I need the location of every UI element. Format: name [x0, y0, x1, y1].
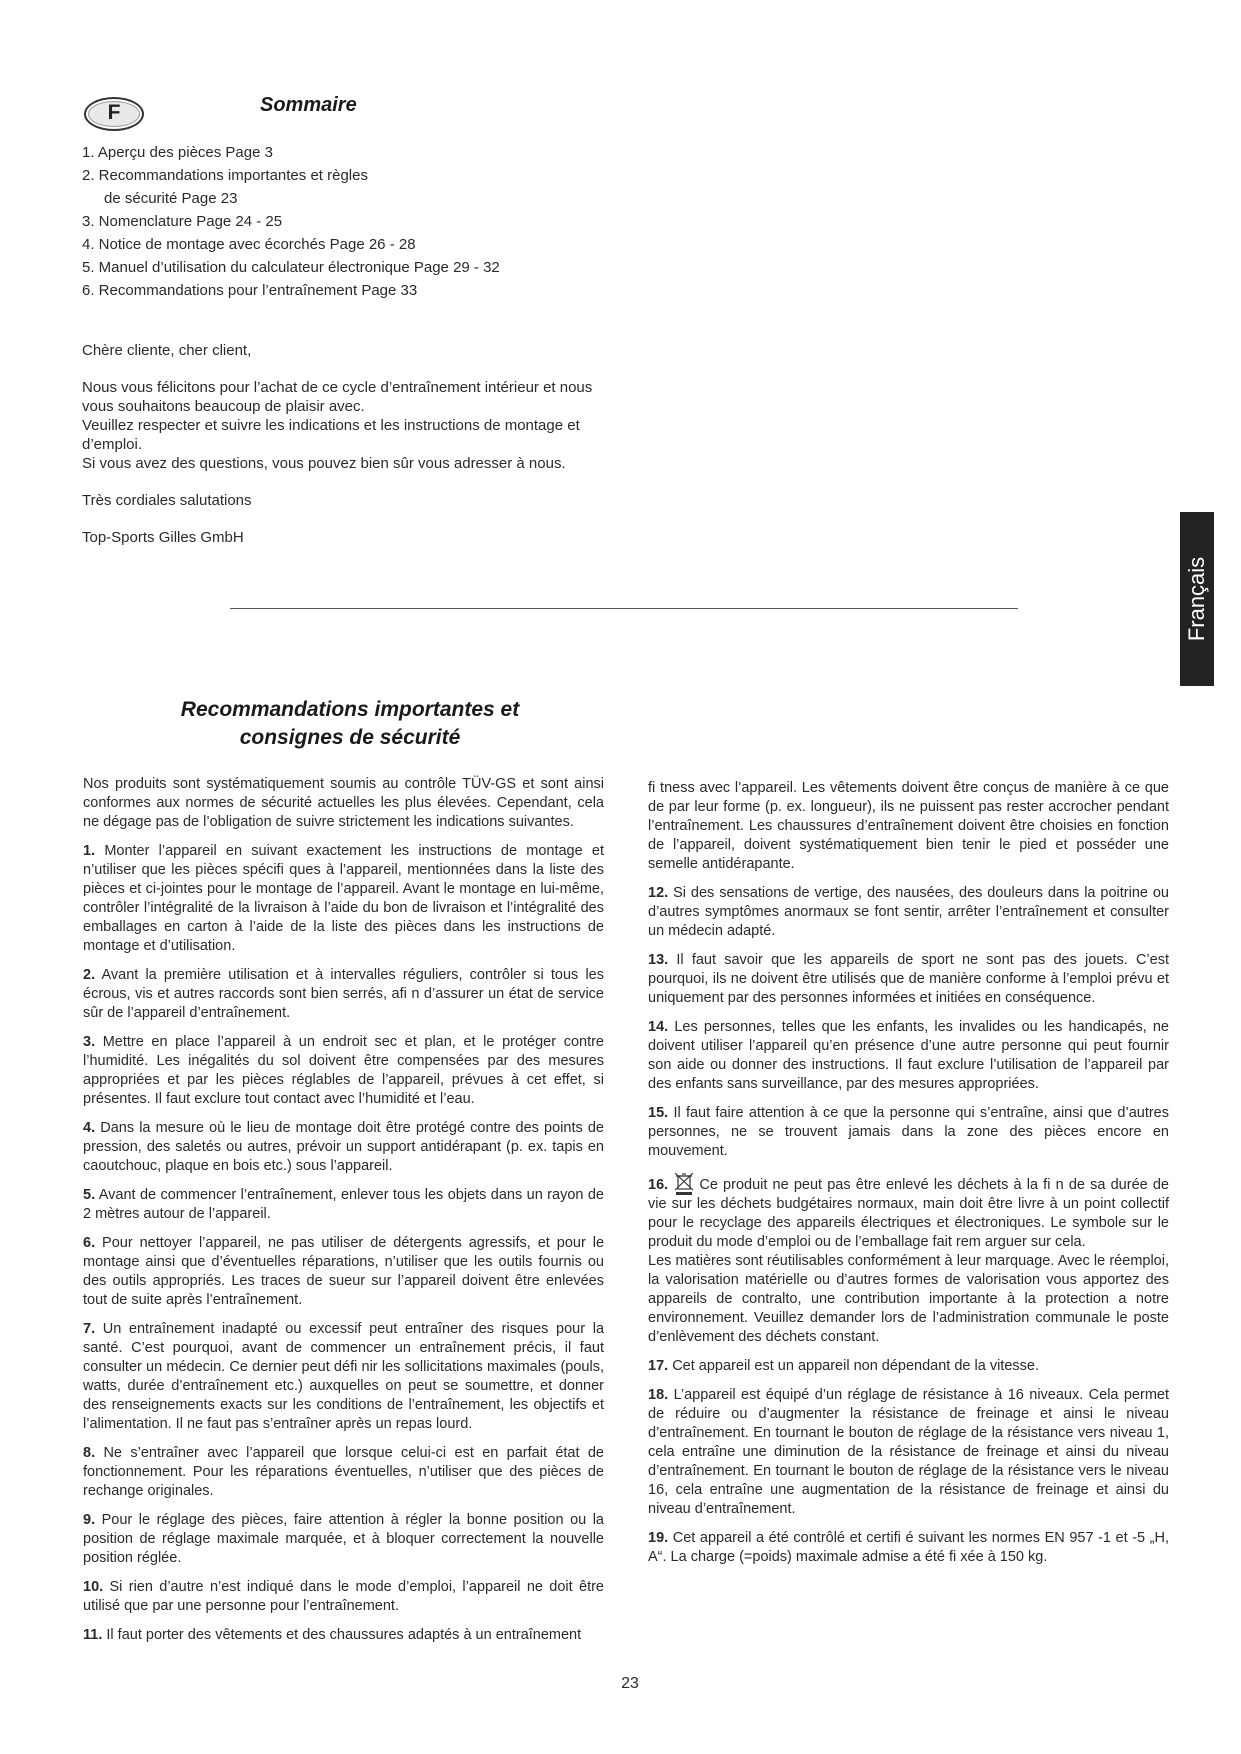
safety-title-line: Recommandations importantes et	[180, 698, 520, 721]
item-number: 19.	[648, 1530, 669, 1546]
safety-item	[648, 1357, 1169, 1376]
item-text: Pour le réglage des pièces, faire attention à régler la bonne position ou la position de réglage maximale marquée, et à bloquer correctement la nouvelle position réglée.	[83, 1512, 604, 1566]
item-text: Monter l’appareil en suivant exactement les instructions de montage et n’utiliser que les pièces spécifi ques à l’appareil, mentionnées dans la liste des pièces et ci-jointes pour le montage de l’appareil. Avant le montage en lui-même, contrôler l’intégralité de la livraison à l’aide du bon de livraison et l’intégralité des emballages en carton à l’aide de la liste des pièces dans les instructions de montage et d’utilisation.	[83, 843, 604, 954]
item-text: Les personnes, telles que les enfants, les invalides ou les handicapés, ne doivent utiliser l’appareil qu’en présence d’une autre personne qui peut fournir son aide ou donner des instructions. Il faut exclure l’utilisation de l’appareil par des enfants sans surveillance, par des mesures appropriées.	[648, 1019, 1169, 1092]
item-text: Cet appareil a été contrôlé et certifi é suivant les normes EN 957 -1 et -5 „H, A“. La charge (=poids) maximale admise a été fi xée à 150 kg.	[648, 1530, 1170, 1565]
item-paragraph: Les matières sont réutilisables conformément à leur marquage. Avec le réemploi, la valorisation matérielle ou d’autres formes de valorisation vous apportez des appareils de contralto, une contribution importante à la protection a notre environnement. Veuillez demander lors de l’administration communale le poste d’enlèvement des déchets constant.	[648, 1253, 1169, 1345]
item-text: Si rien d’autre n’est indiqué dans le mode d’emploi, l’appareil ne doit être utilisé que par une personne pour l’entraînement.	[83, 1579, 604, 1614]
customer-letter	[82, 341, 612, 565]
crossed-bin-icon	[673, 1171, 695, 1195]
safety-item	[83, 1186, 604, 1224]
left-column	[83, 775, 604, 1655]
safety-item	[83, 1626, 604, 1645]
item-number: 2.	[83, 967, 96, 983]
item-number: 13.	[648, 952, 669, 968]
item-number: 16.	[648, 1177, 669, 1193]
item-text: Si des sensations de vertige, des nausées, des douleurs dans la poitrine ou d’autres symptômes anormaux se font sentir, arrêter l’entraînement et consulter un médecin adapté.	[648, 885, 1169, 939]
item-number: 8.	[83, 1445, 96, 1461]
toc-item: 3. Nomenclature Page 24 - 25	[82, 213, 283, 230]
toc-item: 5. Manuel d’utilisation du calculateur électronique Page 29 - 32	[82, 259, 500, 276]
item-text: Il faut porter des vêtements et des chaussures adaptés à un entraînement	[106, 1627, 582, 1643]
item-text: L’appareil est équipé d’un réglage de résistance à 16 niveaux. Cela permet de réduire ou d’augmenter la résistance de freinage et ainsi le niveau d’entraînement. En tournant le bouton de réglage de la résistance vers niveau 1, cela entraîne une diminution de la résistance de freinage et ainsi du niveau d’entraînement. En tournant le bouton de réglage de la résistance vers le niveau 16, cela entraîne une augmentation de la résistance de freinage et ainsi du niveau d’entraînement.	[648, 1387, 1169, 1517]
safety-item	[648, 1104, 1169, 1161]
letter-closing: Très cordiales salutations	[82, 492, 252, 509]
item-number: 3.	[83, 1034, 96, 1050]
language-side-tab-label: Français	[1184, 556, 1209, 642]
item-number: 12.	[648, 885, 669, 901]
toc-item: 1. Aperçu des pièces Page 3	[82, 144, 273, 161]
safety-item	[83, 1578, 604, 1616]
item-continuation: fi tness avec l’appareil. Les vêtements doivent être conçus de manière à ce que de par leur forme (p. ex. longueur), ils ne puissent pas rester accrocher pendant l’entraînement. Les chaussures d’entraînement doivent être choisies en fonction de l’appareil, doivent systématiquement bien tenir le pied et posséder une semelle antidérapante.	[648, 780, 1169, 872]
letter-paragraph: Veuillez respecter et suivre les indications et les instructions de montage et d’emploi.	[82, 417, 580, 453]
safety-item	[83, 1320, 604, 1434]
item-number: 7.	[83, 1321, 96, 1337]
toc-item: 4. Notice de montage avec écorchés Page 26 - 28	[82, 236, 416, 253]
language-badge	[84, 97, 144, 131]
item-text: Avant la première utilisation et à intervalles réguliers, contrôler si tous les écrous, vis et autres raccords sont bien serrés, afi n d’assurer un état de service sûr de l’appareil d’entraînement.	[83, 967, 604, 1021]
safety-item	[83, 1511, 604, 1568]
table-of-contents	[82, 141, 682, 302]
toc-item: 6. Recommandations pour l’entraînement Page 33	[82, 282, 418, 299]
letter-paragraph: Si vous avez des questions, vous pouvez bien sûr vous adresser à nous.	[82, 455, 566, 472]
item-number: 6.	[83, 1235, 96, 1251]
item-text: Il faut savoir que les appareils de sport ne sont pas des jouets. C’est pourquoi, ils ne doivent être utilisés que de manière conforme à l’emploi prévu et uniquement par des personnes informées et initiées en conséquence.	[648, 952, 1169, 1006]
safety-item	[648, 1529, 1169, 1567]
section-divider	[230, 608, 1018, 609]
safety-item	[648, 884, 1169, 941]
item-text: Pour nettoyer l’appareil, ne pas utiliser de détergents agressifs, et pour le montage ainsi que d’éventuelles réparations, n’utiliser que les outils fournis ou des outils appropriés. Les traces de sueur sur l’appareil doivent être enlevées tout de suite après l’entraînement.	[83, 1235, 605, 1308]
summary-title: Sommaire	[260, 94, 357, 116]
safety-item	[648, 951, 1169, 1008]
safety-item	[648, 1386, 1169, 1519]
item-number: 15.	[648, 1105, 669, 1121]
language-badge-letter: F	[107, 101, 121, 124]
safety-title	[150, 696, 550, 752]
item-number: 4.	[83, 1120, 96, 1136]
safety-intro: Nos produits sont systématiquement soumis au contrôle TÜV-GS et sont ainsi conformes aux normes de sécurité actuelles les plus élevées. Cependant, cela ne dégage pas de l’obligation de suivre strictement les indications suivantes.	[83, 776, 604, 830]
safety-item	[83, 966, 604, 1023]
item-text: Cet appareil est un appareil non dépendant de la vitesse.	[672, 1358, 1039, 1374]
item-text: Un entraînement inadapté ou excessif peut entraîner des risques pour la santé. C’est pourquoi, avant de commencer un entraînement précis, il faut consulter un médecin. Ce dernier peut défi nir les sollicitations maximales (pouls, watts, durée d’entraînement etc.) auxquelles on peut se soumettre, et donner des renseignements exacts sur les conditions de l’entraînement, les objectifs et l’alimentation. Il ne faut pas s’entraîner après un repas lourd.	[83, 1321, 605, 1432]
toc-item: de sécurité Page 23	[104, 190, 238, 207]
item-number: 14.	[648, 1019, 669, 1035]
safety-item	[648, 1171, 1169, 1252]
item-number: 11.	[83, 1627, 103, 1643]
item-text: Mettre en place l’appareil à un endroit sec et plan, et le protéger contre l’humidité. Les inégalités du sol doivent être compensées par des mesures appropriées et par les pièces réglables de l’appareil, prévues à cet effet, si présentes. Il faut exclure tout contact avec l’humidité et l’eau.	[83, 1034, 604, 1107]
letter-greeting: Chère cliente, cher client,	[82, 342, 252, 359]
safety-item	[83, 842, 604, 956]
toc-item: 2. Recommandations importantes et règles	[82, 167, 368, 184]
item-number: 1.	[83, 843, 96, 859]
item-text: Dans la mesure où le lieu de montage doit être protégé contre des points de pression, des saletés ou autres, prévoir un support antidérapant (p. ex. tapis en caoutchouc, plaque en bois etc.) sous l’appareil.	[83, 1120, 604, 1174]
safety-item	[83, 1119, 604, 1176]
safety-item	[83, 1444, 604, 1501]
safety-item	[83, 1234, 604, 1310]
item-text: Avant de commencer l’entraînement, enlever tous les objets dans un rayon de 2 mètres autour de l’appareil.	[83, 1187, 604, 1222]
item-text: Ne s’entraîner avec l’appareil que lorsque celui-ci est en parfait état de fonctionnement. Pour les réparations éventuelles, n’utiliser que des pièces de rechange originales.	[83, 1445, 604, 1499]
item-text: Ce produit ne peut pas être enlevé les déchets à la fi n de sa durée de vie sur les déchets budgétaires normaux, main doit être livre à un point collectif pour le recyclage des appareils électriques et électroniques. Le symbole sur le produit du mode d’emploi ou de l’emballage fait rem arguer sur cela.	[648, 1177, 1169, 1250]
item-number: 18.	[648, 1387, 669, 1403]
safety-item	[83, 1033, 604, 1109]
letter-paragraph: Nous vous félicitons pour l’achat de ce cycle d’entraînement intérieur et nous vous souhaitons beaucoup de plaisir avec.	[82, 379, 593, 415]
item-number: 10.	[83, 1579, 104, 1595]
letter-signature: Top-Sports Gilles GmbH	[82, 529, 244, 546]
item-number: 17.	[648, 1358, 669, 1374]
item-text: Il faut faire attention à ce que la personne qui s’entraîne, ainsi que d’autres personnes, ne se trouvent jamais dans la zone des pièces encore en mouvement.	[648, 1105, 1170, 1159]
safety-item	[648, 1018, 1169, 1094]
item-number: 5.	[83, 1187, 96, 1203]
language-side-tab	[1180, 512, 1214, 686]
safety-title-line: consignes de sécurité	[239, 726, 461, 749]
item-number: 9.	[83, 1512, 96, 1528]
page-number: 23	[621, 1675, 639, 1692]
right-column	[648, 779, 1169, 1577]
